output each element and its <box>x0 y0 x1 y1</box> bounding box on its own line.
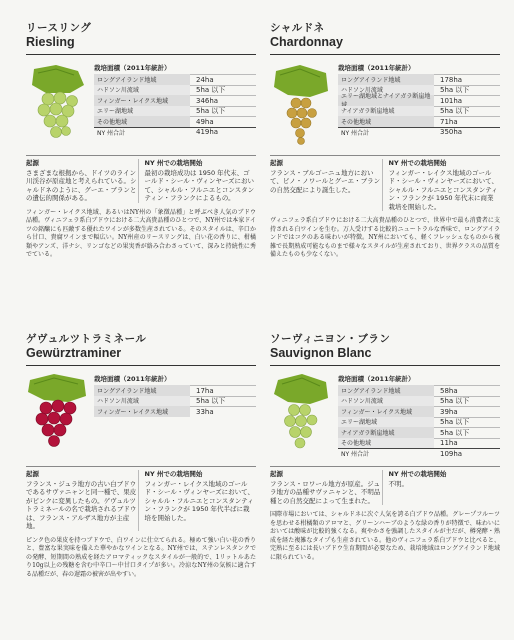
table-title: 栽培面積（2011年統計） <box>338 64 415 72</box>
ny-start-heading: NY 州での栽培開始 <box>144 159 203 167</box>
region-value: 5ha 以下 <box>434 106 500 117</box>
region-value: 39ha <box>434 406 500 417</box>
green-grape-icon <box>26 63 90 147</box>
description-text: ヴィニフェラ系白ブドウにおける二大高貴品種のひとつで、世界中で最も消費者に支持される白ワインを生む。万人受けする比較的ニュートラルな香味で、ロングアイランドではコクのある味わいが特徴。NY州においても、軽くフレッシュなものから複雑で長期熟成可能なものまで様々なスタイルが生産されており、世界クラスの品質を備えたものも少なくない。 <box>270 217 500 259</box>
variety-title-ja: ソーヴィニヨン・ブラン <box>270 333 391 345</box>
region-name: ロングアイランド地域 <box>338 74 434 85</box>
acreage-table <box>338 374 500 462</box>
region-name: ロングアイランド地域 <box>338 385 434 396</box>
variety-title-en: Sauvignon Blanc <box>270 346 372 360</box>
region-value: 5ha 以下 <box>190 396 256 407</box>
table-row <box>94 85 256 96</box>
table-row <box>338 74 500 85</box>
region-name: ナイアガラ断崖地域 <box>338 106 434 117</box>
region-value: 5ha 以下 <box>434 417 500 428</box>
total-value: 109ha <box>434 448 500 459</box>
ny-start-heading: NY 州での栽培開始 <box>388 159 447 167</box>
region-value: 5ha 以下 <box>434 427 500 438</box>
table-row <box>94 116 256 127</box>
table-row <box>338 417 500 428</box>
origin-section <box>270 159 382 211</box>
region-name: ハドソン川流域 <box>338 85 434 96</box>
title-divider <box>270 365 500 366</box>
table-title: 栽培面積（2011年統計） <box>338 375 415 383</box>
variety-title-ja: シャルドネ <box>270 22 325 34</box>
red-grape-icon <box>26 374 90 458</box>
table-row <box>338 116 500 127</box>
region-name: その他地域 <box>338 116 434 127</box>
region-value: 101ha <box>434 95 500 106</box>
variety-title-en: Riesling <box>26 35 75 49</box>
region-name: エリー湖地域とナイアガラ断崖地 <box>338 95 434 106</box>
panel-riesling <box>26 22 256 260</box>
table-title: 栽培面積（2011年統計） <box>94 375 171 383</box>
acreage-table <box>94 374 256 462</box>
description-text: 国際市場においては、シャルドネに次ぐ人気を誇る白ブドウ品種。グレープフルーツを思わせる柑橘類のアロマと、グリーンハーブのような緑の香りが特徴で、味わいにおいては酸味が比較的強くなる。爽やかさを強調したスタイルが主だが、樽発酵・熟成を経た複雑なタイプも生産されている。他のヴィニフェラ系白ブドウと比べると、完熟に至るには長いブドウ生育期間が必要なため、栽培地域はロングアイランド地域に限られている。 <box>270 511 500 561</box>
origin-section <box>270 470 382 505</box>
region-name: エリー湖地域 <box>338 417 434 428</box>
variety-title-en: Gewürztraminer <box>26 346 122 360</box>
region-name: フィンガー・レイクス地域 <box>338 406 434 417</box>
panel-sauvignon-blanc <box>270 333 500 563</box>
origin-heading: 起源 <box>26 470 39 478</box>
ny-start-text: フィンガー・レイクス地域のゴールド・シール・ヴィンヤーズにおいて、シャルル・フルニエとコンスタンティン・フランクが 1950 年代半ばに栽培を開始した。 <box>144 479 255 522</box>
region-value: 5ha 以下 <box>190 85 256 96</box>
table-total-row <box>94 127 256 138</box>
table-row <box>94 106 256 117</box>
table-total-row <box>338 448 500 459</box>
ny-start-heading: NY 州での栽培開始 <box>144 470 203 478</box>
origin-text: フランス・ジュラ地方の古い白ブドウであるサヴァニャンと同一種で、果皮がピンクに変異したもの。ゲヴュルツトラミネールの名で栽培されるブドウは、フランス・アルザス地方が主産地。 <box>26 479 137 530</box>
green-grape-icon <box>270 374 334 458</box>
table-row <box>94 74 256 85</box>
origin-heading: 起源 <box>270 159 283 167</box>
table-title: 栽培面積（2011年統計） <box>94 64 171 72</box>
table-total-row <box>338 127 500 138</box>
panel-gewurztraminer <box>26 333 256 579</box>
ny-start-section <box>138 159 257 203</box>
region-value: 17ha <box>190 385 256 396</box>
region-name: ハドソン川流域 <box>94 396 190 407</box>
table-row <box>94 385 256 396</box>
ny-start-text: 不明。 <box>388 479 408 488</box>
table-row <box>338 406 500 417</box>
region-name: フィンガー・レイクス地域 <box>94 406 190 417</box>
table-row <box>338 95 500 106</box>
total-label: NY 州合計 <box>338 127 434 138</box>
region-name: その他地域 <box>338 438 434 449</box>
total-value: 350ha <box>434 127 500 138</box>
acreage-table <box>94 63 256 151</box>
region-name: ロングアイランド地域 <box>94 74 190 85</box>
table-row <box>338 427 500 438</box>
origin-text: さまざまな根拠から、ドイツのライン川渓谷が原産地と考えられている。シャルドネのように、グーエ・ブランとの遺伝的関係がある。 <box>26 168 137 202</box>
table-row <box>94 406 256 417</box>
origin-section <box>26 470 138 531</box>
region-name: ロングアイランド地域 <box>94 385 190 396</box>
region-name: ハドソン川流域 <box>338 396 434 407</box>
region-value: 346ha <box>190 95 256 106</box>
title-divider <box>26 365 256 366</box>
region-name: ナイアガラ断崖地域 <box>338 427 434 438</box>
ny-start-section <box>382 159 501 211</box>
table-row <box>338 438 500 449</box>
region-name: エリー湖地域 <box>94 106 190 117</box>
region-value: 5ha 以下 <box>190 106 256 117</box>
region-name: その他地域 <box>94 116 190 127</box>
table-row <box>94 95 256 106</box>
panel-chardonnay <box>270 22 500 260</box>
region-name: ハドソン川流域 <box>94 85 190 96</box>
region-value: 49ha <box>190 116 256 127</box>
origin-text: フランス・ロワール地方が原産。ジュラ地方の品種サヴァニャンと、不明品種との自然交配によって生まれた。 <box>270 479 381 505</box>
total-label: NY 州合計 <box>94 127 190 138</box>
table-row <box>338 106 500 117</box>
region-value: 178ha <box>434 74 500 85</box>
ny-start-text: 最初の栽培成功は 1950 年代末、ゴールド・シール・ヴィンヤーズにおいて、シャルル・フルニエとコンスタンティン・フランクによるもの。 <box>144 168 255 202</box>
description-text: ピンク色の果皮を持つブドウで、白ワインに仕立てられる。極めて強い白い花の香りと、豊富な果実味を備えた華やかなワインとなる。NY州では、ステンレスタンクでの発酵、短期間の熟成を経たアロマティックなスタイルが一般的で、1リットルあたり10g以上の残糖を含む中辛口〜中甘口タイプが多い。冷涼なNY州の気候に適合する品種だが、春の遅霜の被害が出やすい。 <box>26 536 256 578</box>
region-value: 5ha 以下 <box>434 396 500 407</box>
title-divider <box>270 54 500 55</box>
region-value: 58ha <box>434 385 500 396</box>
region-value: 11ha <box>434 438 500 449</box>
ny-start-text: フィンガー・レイクス地域のゴールド・シール・ヴィンヤーズにおいて、シャルル・フルニエとコンスタンティン・フランクが 1950 年代末に商業栽培を開始した。 <box>388 168 499 211</box>
variety-title-en: Chardonnay <box>270 35 343 49</box>
region-value: 24ha <box>190 74 256 85</box>
table-row <box>338 385 500 396</box>
region-name: フィンガー・レイクス地域 <box>94 95 190 106</box>
region-value: 33ha <box>190 406 256 417</box>
table-row <box>94 396 256 407</box>
title-divider <box>26 54 256 55</box>
origin-heading: 起源 <box>270 470 283 478</box>
total-value: 419ha <box>190 127 256 138</box>
table-row <box>338 396 500 407</box>
origin-text: フランス・ブルゴーニュ地方において、ピノ・ノワールとグーエ・ブランの自然交配により誕生した。 <box>270 168 381 194</box>
variety-title-ja: ゲヴュルツトラミネール <box>26 333 147 345</box>
region-value: 71ha <box>434 116 500 127</box>
origin-heading: 起源 <box>26 159 39 167</box>
origin-section <box>26 159 138 203</box>
ny-start-section <box>382 470 501 505</box>
description-text: フィンガー・レイクス地域、あるいはNY州の「象徴品種」と呼ぶべき人気のブドウ品種。ヴィニフェラ系白ブドウにおける二大高貴品種のひとつで、NY州では本家ドイツの銘醸にも匹敵する優れたワインが多数生産されている。そのスタイルは、辛口から甘口、貴腐ワインまで幅広い。NY州産のリースリングは、白い花の香りに、柑橘類やアンズ、洋ナシ、リンゴなどの果実香が絡み合わさっていて、深みと持続性に秀でている。 <box>26 208 257 259</box>
ny-start-heading: NY 州での栽培開始 <box>388 470 447 478</box>
acreage-table <box>338 63 500 151</box>
region-value: 5ha 以下 <box>434 85 500 96</box>
total-label: NY 州合計 <box>338 448 434 459</box>
golden-grape-icon <box>270 63 334 147</box>
ny-start-section <box>138 470 257 531</box>
variety-title-ja: リースリング <box>26 22 92 34</box>
